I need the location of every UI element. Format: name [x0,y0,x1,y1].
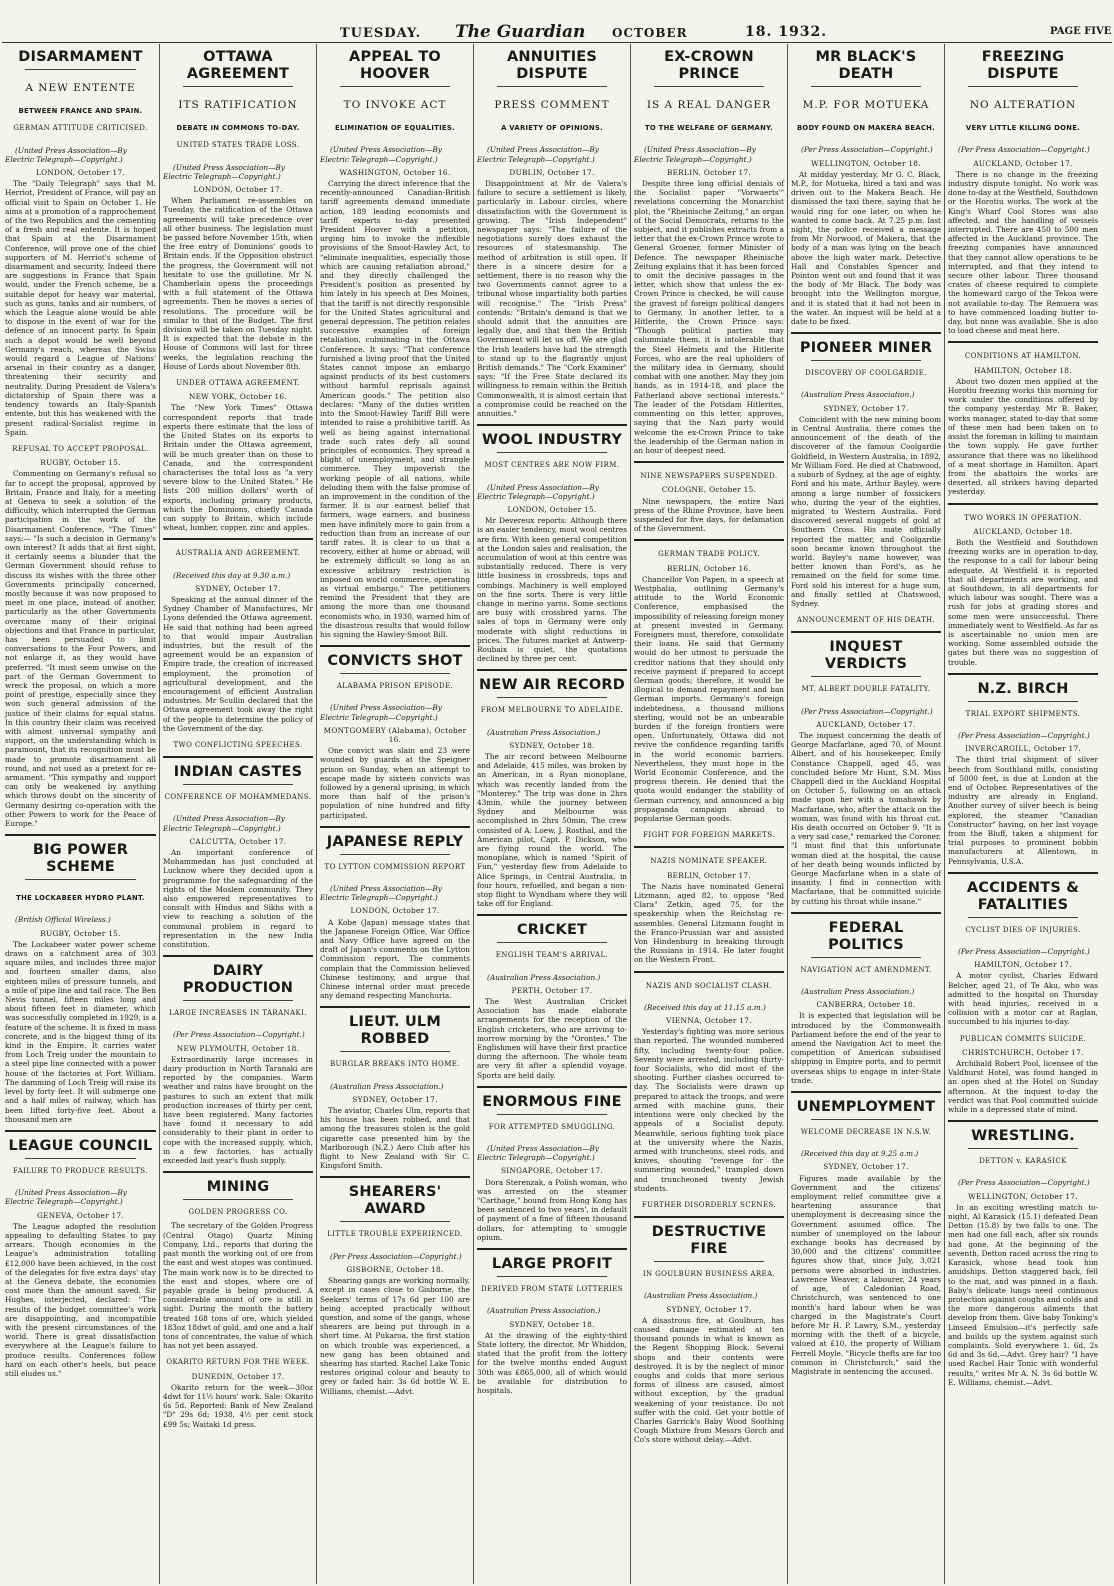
article-body: Despite three long official denials of the Socialist paper "Vorwaerts'" revelations concerning the Monarchist plot, the "Rheinische Zeitung," an organ of the Social Democrats, returns to the subject, and it publishes extracts from a letter that the ex-Crown Prince wrote to General Groener, former Minister of Defence. The newspaper Rheinische Zeitung explains that it has been forced to omit the decisive passages in the letter, which show that unless the ex-Crown Prince is checked, he will cause the gravest of foreign political dangers to Germany. In another letter, to a Hitlerite, the Crown Prince says: "Though political parties may calumniate them, it is intolerable that the Steel Helmets and the Hitlerite Forces, who are the real upholders of the military idea in Germany, should combat with one another. May they join hands, as in 1914-18, and place the Fatherland above sectional interests." The leader of the Potsdam Hitlerites, commenting on this letter, approves, saying that the Nazi party would welcome the ex-Crown Prince to take the leadership of the German nation in an hour of deepest need. [634,179,784,455]
masthead-paper-name: The Guardian [455,22,586,42]
newspaper-columns [2,44,1112,1584]
article [948,503,1098,667]
article-section-heading: FOR ATTEMPTED SMUGGLING. [488,1122,616,1131]
article [634,49,784,455]
article-dateline: LONDON, October 17. [350,906,440,916]
article-section-heading: ANNOUNCEMENT OF HIS DEATH. [796,616,936,625]
article [163,1171,313,1428]
article-headline: JAPANESE REPLY [326,833,464,850]
article [948,673,1098,866]
article-headline: DISARMAMENT [18,49,143,65]
article-dateline: NEW PLYMOUTH, October 18. [176,1043,300,1053]
article-section-heading: UNITED STATES TRADE LOSS. [176,141,300,150]
column-2 [159,44,316,1584]
article [634,539,784,840]
article-section-heading: TRIAL EXPORT SHIPMENTS. [965,709,1081,718]
article-headline: N.Z. BIRCH [977,680,1069,697]
article [477,1248,627,1395]
article-body: Extraordinarily large increases in dairy production in North Taranaki are reported by the companies. Warm weather and rains have brought on the pastures to such an extent that milk production increases of thirty per cent, have been registered. Many factories have found it necessary to add considerably to their plant in order to cope with the increased supply, which, in a few factories, has actually exceeded last year's flush supply. [163,1054,313,1166]
article-strapline: ELIMINATION OF EQUALITIES. [335,124,455,133]
article-headline: EX-CROWN PRINCE [664,49,754,82]
headline-rule [25,879,136,880]
article-strapline: DEBATE IN COMMONS TO-DAY. [176,124,300,133]
article-body: There is no change in the freezing industry dispute tonight. No work was done to-day at the Westfield, Southdown or the Horotiu works. The work at the King's Wharf Cool Stores was also affected, and the handling of vessels interrupted. There are 450 to 500 men affected in the Auckland province. The freezing companies have announced that they cannot allow operations to be interrupted, and that they intend to secure other labour. Three thousand crates of cheese required to complete the homeward cargo of the Tekoa were not available to-day. The Remuera was to have commenced loading butter to-day, but none was available. She is also to load cheese and meat here. [948,169,1098,336]
article-dateline: LONDON, October 15. [507,504,597,514]
article [5,49,156,828]
article-section-heading: TWO CONFLICTING SPEECHES. [173,740,303,749]
article-headline: DAIRY PRODUCTION [182,963,294,997]
article-body: The aviator, Charles Ulm, reports that his house has been robbed, and that among the treasures stolen is the gold cigarette case presented him by the Marlborough (N.Z.) Aero Club after his flight to New Zealand with Sir C. Kingsford Smith. [320,1106,470,1171]
article [791,912,941,1085]
article-dateline: NEW YORK, October 16. [188,392,287,402]
article-dateline: SYDNEY, October 17. [823,403,909,413]
article-body: Chancellor Von Papen, in a speech at Westphalia, outlining Germany's attitude to the World Economic Conference, emphasised the impossibility of releasing foreign money at present invested in Germany. Foreigners must, therefore, consolidate their loans. He said that Germany would do her utmost to persuade the creditor nations that they should only receive payment if prepared to accept German goods; therefore, it would be illogical to demand repayment and ban German imports. Germany's foreign indebtedness, a thousand millions sterling, would not be an unbearable burden if the foreign frontiers were open. Unfortunately, Ottawa did not revive the confidence regarding tariffs in the world economic barriers. Nevertheless, they must hope in the World Economic Conference, and the progress therein. He denied that the quota would endanger the stability of German currency, and announced a big propaganda campaign abroad to popularise German goods. [634,574,784,824]
article-section-heading: BURGLAR BREAKS INTO HOME. [330,1060,460,1069]
article-body: The Nazis have nominated General Litzmann, aged 82, to oppose "Red Clara" Zetkin, aged 75, for the speakership when the Reichstag re-assembles. General Litzmann fought in the Franco-Prussian war and assisted Von Hindenburg in breaking through the Russians in 1914. He later fought on the Western Front. [634,881,784,965]
article [5,1130,156,1378]
masthead-date: 18. 1932. [745,24,828,40]
article-subheading: ITS RATIFICATION [178,99,298,111]
article [634,1216,784,1444]
headline-rule [811,86,921,87]
headline-rule [654,1261,764,1262]
article-body: The air record between Melbourne and Adelaide, 415 miles, was broken by an American, in a Ryan monoplane, which was recently landed from the "Monterey." The trip was done in 2hrs 43min, while the journey between Sydney and Melbourne was accomplished in 2hrs 50min. The crew consisted of A. Loew, J. Rosthal, and the American pilot, Capt. P. Dickson, who are flying round the world. The monoplane, which is named "Spirit of Fun," yesterday flew from Adelaide to Alice Springs, in Central Australia, in four hours, refuelled, and began a non-stop flight to Wyndham where they will take off for England. [477,751,627,909]
article-credit: (Per Press Association—Copyright.) [958,145,1090,155]
article-dateline: RUGBY, October 15. [40,458,121,468]
article-headline: OTTAWA AGREEMENT [186,49,290,82]
article-credit: (Per Press Association—Copyright.) [958,730,1090,740]
article-headline: FREEZING DISPUTE [981,49,1065,82]
article-body: The Lockabeer water power scheme draws on a catchment area of 303 square miles, and includes three major and fourteen smaller dams, also eighteen miles of pressure tunnels, and a mile of pipe line and tail race. The Ben Nevis tunnel, fifteen miles long and about fifteen feet in diameter, which was successfully completed in 1929, is a feature of the scheme. It is fixed in mass concrete, and is the biggest thing of its kind in the Empire. It carries water from Loch Treig under the mountain to a steel pipe line connected with a power house of the factories at Fort William. The damming of Loch Treig will raise its level by forty feet. It will submerge one and a half miles of railway, which has been lifted forty-five feet. About a thousand men are [5,939,156,1124]
article-section-heading: PUBLICAN COMMITS SUICIDE. [959,1034,1087,1043]
article-body: The League adopted the resolution appealing to defaulting States to pay arrears. Though economies in the League's administration totalling £12,000 have been achieved, in the cost of the delegates for five extra days' stay at the Geneva debate, the economies cost more than the amount saved. Sir Hughes, interjected, declared: "The results of the budget committee's work are disappointing, and incompatible with the present circumstances of the world. There is great dissatisfaction everywhere at the League's failure to produce results. Conferences follow hard on each other's heels, but peace still eludes us." [5,1221,156,1378]
article-body: Archibald Robert Pool, licensee of the Valdhurst Hotel, was found hanged in an open shed at the Hotel on Sunday afternoon. At the inquest to-day the verdict was that Pool committed suicide while in a depressed state of mind. [948,1059,1098,1115]
article-section-heading: DISCOVERY OF COOLGARDIE. [805,369,927,378]
article-body: Speaking at the annual dinner of the Sydney Chamber of Manufactures, Mr Lyons defended the Ottawa agreement. He said that nothing had been agreed to that would impair Australian industries, but the result of the agreement would be an expansion of Empire trade, the creation of increased employment, the promotion of agricultural development, and the encouragement of efficient Australian industries. Mr Scullin declared that the Ottawa agreement took away the right of the people to determine the policy of the Government of the day. [163,594,313,733]
article-body: An important conference of Mohammedan has just concluded at Lucknow where they decided upon a programme for the safeguarding of the rights of the Moslem community. They also empowered representatives to consult with Hindus and Sikhs with a view to reaching a solution of the communal problem in regard to representation in the new India constitution. [163,848,313,950]
article-section-heading: WELCOME DECREASE IN N.S.W. [800,1128,932,1137]
article-section-heading: NAZIS NOMINATE SPEAKER. [650,857,768,866]
article-credit: (United Press Association—By Electric Telegraph—Copyright.) [477,482,599,501]
article-credit: (United Press Association—By Electric Telegraph—Copyright.) [320,884,442,903]
article-dateline: BERLIN, October 16. [667,563,751,573]
article-section-heading: DETTON v. KARASICK [979,1157,1067,1166]
article-dateline: SYDNEY, October 17. [666,1304,752,1314]
headline-rule [968,917,1078,918]
masthead-rule [2,42,1112,43]
headline-rule [340,1051,450,1052]
article-headline: LIEUT. ULM ROBBED [348,1014,441,1048]
headline-rule [183,1000,293,1001]
article-section-heading: LARGE INCREASES IN TARANAKI. [169,1009,307,1018]
article-body: Figures made available by the Government and the citizens' employment relief committee give a heartening assurance that unemployment is decreasing since the Government assumed office. The number of unemployed on the labour exchange books has decreased by 30,000 and the citizens' committee figures show that, since July, 3,021 persons were absorbed in industries. Lawrence Weaver, a labourer, 24 years of age, of Caledonian Road, Christchurch, was sentenced to one month's hard labour when he was charged in the Magistrate's Court before Mr H. P. Lawry, S.M., yesterday morning with the theft of a bicycle, valued at £10, the property of William Ferrell Moyle. "Bicycle thefts are far too common in Christchurch," said the Magistrate in sentencing the accused. [791,1173,941,1376]
article-credit: (United Press Association—By Electric Telegraph—Copyright.) [163,814,285,833]
article-strapline: VERY LITTLE KILLING DONE. [965,124,1081,133]
article-body: A motor cyclist, Charles Edward Belcher, aged 21, of Te Aku, who was admitted to the hospital on Thursday with head injuries, received in a collision with a motor car at Raglan, succumbed to his injuries to-day. [948,971,1098,1027]
article-strapline: TO THE WELFARE OF GERMANY. [644,124,774,133]
article [634,971,784,1210]
article-body: Carrying the direct inference that the recently-announced Canadian-British tariff agreements demand immediate action, 189 leading economists and tariff experts to-day presented President Hoover with a petition, urging him to invoke the inflexible provisions of the Smoot-Hawley Act, to "eliminate inequalities, especially those which are causing retaliation abroad," and they directly challenged the President's position as presented by him lately in his speech at Des Moines, that the tariff is not directly responsible for the United States agricultural and general depression. The petition relates successive examples of foreign retaliation, culminating in the Ottawa Conference. It says: "That conference furnished a living proof that the United States cannot impose an embargo against products of its best customers without harmful reprisals against American goods." The petition also declares: "Many of the duties written into the Smoot-Hawley Tariff Bill were intended to raise a prohibitive tariff. As well as being against international trade such rates defy all sound principles of economics. They spread a blight of unemployment, and strangle commerce. They impoverish the working people of all nations, while deluding them with the false promise of an improvement in the condition of the farmer. It is our earnest belief that farmers, wage earners, and business men have infinitely more to gain from a reduction than from an increase of our tariff rates. It is clear to us that a recovery, either at home or abroad, will be extremely difficult so long as an excessive arbitrary restriction is imposed on world commerce, operating as virtual embargo." The petitioners remind the President that they are among the more than one thousand economists who, in 1930, warned him of the disastrous results that would follow his signing the Hawley-Smoot Bill. [320,179,470,639]
article-headline: BIG POWER SCHEME [32,842,129,876]
article-headline: SHEARERS' AWARD [348,1184,442,1218]
article [163,538,313,750]
article [163,955,313,1165]
article-subheading: NO ALTERATION [969,99,1077,111]
article-headline: FEDERAL POLITICS [828,919,904,953]
article-section-heading: NAVIGATION ACT AMENDMENT. [800,965,932,974]
article-body: One convict was slain and 23 were wounded by guards at the Speigner prison on Sunday, when an attempt to escape made by sixteen convicts was followed by a general uprising, in which more than half of the prison's population of nine hundred and fifty participated. [320,746,470,820]
article-dateline: LONDON, October 17. [35,168,126,178]
article [948,341,1098,496]
article [791,49,941,326]
article [948,1120,1098,1387]
article-section-heading: CONFERENCE OF MOHAMMEDANS. [164,793,312,802]
article-credit: (Received this day at 9.25 a.m.) [801,1149,919,1159]
article [791,332,941,625]
article [477,49,627,418]
headline-rule [340,673,450,674]
article-credit: (Per Press Association—Copyright.) [173,1030,305,1040]
article-headline: NEW AIR RECORD [479,677,625,694]
headline-rule [811,1119,921,1120]
article-section-heading: REFUSAL TO ACCEPT PROPOSAL. [12,444,149,453]
article-body: A Kobe (Japan) message states that the Japanese Foreign Office, War Office and Navy Office have agreed on the draft of Japan's comments on the Lytton Commission report. The comments complain that the Commission believed Chinese testimony, and argue that Chinese internal order must precede any demand respecting Manchuria. [320,917,470,1001]
article-section-heading: MT. ALBERT DOUBLE FATALITY. [801,685,931,694]
headline-rule [811,957,921,958]
headline-rule [497,1276,607,1277]
article-section-heading: FROM MELBOURNE TO ADELAIDE. [480,706,624,715]
article-dateline: SYDNEY, October 17. [352,1094,438,1104]
article-headline: INQUEST VERDICTS [824,639,908,673]
article-body: Dora Sterenzak, a Polish woman, who was arrested on the steamer "Carthage," bound from Hong Kong has been sentenced to two years', in default of payment of a fine of fifteen thousand dollars, for attempting to smuggle opium. [477,1177,627,1242]
article-body: A disastrous fire, at Goulburn, has caused damage estimated at ten thousand pounds in what is known as the Regent Shopping Block. Several shops and their contents were destroyed. It is by the neglect of minor coughs and colds that more serious forms of illness are caused, almost without exception, by the gradual weakening of your resistance. Do not suffer with the cold. Get your bottle of Charles Garrick's Baby Wood Soothing Cough Mixture from Messrs Gorch and Co's store without delay.—Advt. [634,1315,784,1445]
column-7 [944,44,1101,1584]
article-dateline: INVERCARGILL, October 17. [964,744,1082,754]
article-credit: (Per Press Association—Copyright.) [958,1178,1090,1188]
article [477,424,627,663]
article-dateline: WELLINGTON, October 17. [968,1191,1078,1201]
article [163,756,313,949]
article-dateline: RUGBY, October 15. [40,928,121,938]
headline-rule [497,1114,607,1115]
article-dateline: COLOGNE, October 15. [661,485,757,495]
article [5,834,156,1124]
column-1 [2,44,159,1584]
article-credit: (United Press Association—By Electric Telegraph—Copyright.) [320,145,442,164]
article-dateline: GENEVA, October 17. [36,1210,125,1220]
article-dateline: BERLIN, October 17. [667,870,751,880]
article-section-heading: NAZIS AND SOCIALIST CLASH. [645,981,773,990]
article-credit: (United Press Association—By Electric Telegraph—Copyright.) [5,1188,127,1207]
article-dateline: BERLIN, October 17. [667,167,751,177]
masthead [0,0,1114,40]
article-body: The secretary of the Golden Progress (Central Otago) Quartz Mining Company, Ltd., reports that during the past month the working out of ore from the east and west stopes was continued. The main work now is to be directed to the east and stopes, where ore of payable grade is being produced. A considerable amount of ore is still in sight. During the month the battery treated 168 tons of ore, which yielded 183oz 18dwt of gold, and one and a half tons of concentrates, the value of which has not yet been assayed. [163,1221,313,1351]
article-dateline: CANBERRA, October 18. [816,1000,916,1010]
article [948,49,1098,335]
article [320,1006,470,1170]
article-body: Commenting on Germany's refusal so far to accept the proposal, approved by Britain, France and Italy, for a meeting at Geneva to seek a solution of the difficulty, which interrupted the German participation in the work of the Disarmament Conference, "The Times" says:— "Is such a decision in Germany's own interest? It adds that at first sight, it certainly seems a blunder that the German Government should refuse to discuss its wishes with the three other Governments principally concerned, mostly because it was now proposed to meet in one place, instead of another, particularly as the other Governments overcame many of their original objections and that France in particular, has been persuaded to limit conversations to the Four Powers, and not enlarge it, as they would have preferred. "It must seem unwise on the part of the German Government to wreck the proposal, on which a more point of prestige, especially since they won such general admission of the justice of their claims for equal status. In this country their claim was received with almost universal sympathy and support, on the understanding which is paramount, that its recognition must be made to promote disarmament all round, and not used as a pretext for re-armament. "This sympathy and support can only be weakened by anything which throws doubt on the sincerity of Germany desiring co-operation with the other Powers to work for the Peace of Europe." [5,469,156,829]
article-dateline: PERTH, October 17. [511,985,593,995]
headline-rule [25,69,136,70]
article-credit: (United Press Association—By Electric Telegraph—Copyright.) [634,145,756,164]
article-headline: ANNUITIES DISPUTE [506,49,598,82]
article-dateline: HAMILTON, October 18. [974,365,1072,375]
article [634,846,784,964]
article-section-heading: CYCLIST DIES OF INJURIES. [965,925,1081,934]
article-section-heading: TO LYTTON COMMISSION REPORT [324,862,466,871]
article-strapline: BETWEEN FRANCE AND SPAIN. [18,107,143,116]
article-dateline: CHRISTCHURCH, October 17. [962,1047,1084,1057]
article-section-heading: TWO WORKS IN OPERATION. [964,513,1082,522]
article-dateline: WASHINGTON, October 16. [339,167,451,177]
article-body: It is expected that legislation will be introduced by the Commonwealth Parliament before the end of the year to amend the Navigation Act to meet the competition of American subsidised shipping in Empire ports, and to permit overseas ships to engage in inter-State trade. [791,1011,941,1085]
article-body: The inquest concerning the death of George Macfarlane, aged 70, of Mount Albert, and of his housekeeper, Emily Constance Chappell, aged 45, was concluded before Mr Hunt, S.M. Miss Chappell died in the Auckland Hospital on October 5, following on an attack made upon her with a tomahawk by Macfarlane, who, after the attack on the woman, was found with his throat cut. His death occurred on October 9. "It is a very sad case," remarked the Coroner. "I must find that this unfortunate woman died at the hospital, the cause of her death being wounds inflicted by George Macfarlane when in a state of insanity. I find in connection with Macfarlane, that he committed suicide by cutting his throat while insane." [791,730,941,906]
article [477,669,627,908]
article-dateline: VIENNA, October 17. [666,1016,752,1026]
headline-rule [497,86,607,87]
masthead-day: TUESDAY. [340,26,422,41]
article-credit: (United Press Association—By Electric Telegraph—Copyright.) [477,1144,599,1163]
article-body: Both the Westfield and Southdown freezing works are in operation to-day, the response to a call for labour being adequate. At Westfield it is reported that all departments are working, and at Southdown, in all departments for which labour was sought. There was a rush for jobs at grading stores and some men were unsuccessful. There immediately went to Westfield. As far as is ascertainable no union men are working. Some assembled outside the gates but there was no suggestion of trouble. [948,537,1098,667]
column-6 [787,44,944,1584]
headline-rule [968,701,1078,702]
article-headline: MR BLACK'S DEATH [815,49,917,82]
article-body: Okarito return for the week—30oz 4dwt for 11½ hours' work. Sale: Okarito 6s 5d. Reported: Bank of New Zealand "D" 29s 6d; 1938, 4½ per cent stock £99 5s; Waitaki 1d press. [163,1382,313,1429]
article-dateline: SYDNEY, October 17. [823,1162,909,1172]
article-headline: ACCIDENTS & FATALITIES [966,879,1080,913]
article-credit: (Received this day at 11.15 a.m.) [644,1002,766,1012]
article-credit: (Australian Press Association.) [644,1291,758,1301]
article-headline: LEAGUE COUNCIL [8,1137,153,1154]
article-credit: (Per Press Association—Copyright.) [958,947,1090,957]
headline-rule [811,676,921,677]
article-headline: WOOL INDUSTRY [481,432,623,449]
article-strapline: A VARIETY OF OPINIONS. [501,124,603,133]
column-3 [316,44,473,1584]
article-section-heading: FAILURE TO PRODUCE RESULTS. [13,1166,148,1175]
article-body: Mr Devereux reports: Although there is an easier tendency, most wool centres are firm. With keen general competition at the London sales and realisation, the accumulation of wool at this centre was substantially reduced. There is very little business in crossbreds, tops and combings. Machinery is well employed on the fine sorts. There is very little change in merino yarns. Some sections are busy with crossbred yarns. The sales of tops in Germany were only moderate with slight reductions in prices. The futures market at Antwerp-Roubaix is quiet, the quotations declined by three per cent. [477,516,627,664]
article-credit: (Received this day at 9.30 a.m.) [173,570,291,580]
article-credit: (Australian Press Association.) [487,972,601,982]
article [320,1176,470,1395]
article-body: At the drawing of the eighty-third State lottery, the director, Mr Whiddon, stated that the profit from the lottery for the twelve months ended August 30th was £865,000, all of which would be available for distribution to hospitals. [477,1330,627,1395]
headline-rule [968,1148,1078,1149]
article-section-heading: LITTLE TROUBLE EXPERIENCED. [327,1230,463,1239]
article-body: About two dozen men applied at the Horotiu freezing works this morning for work under the conditions offered by the company yesterday. Mr B. Baker, works manager, stated to-day that some of these men had been taken on to assist the foreman in killing to maintain the town supply. He gave further assurance that there was no likelihood of a meat shortage in Hamilton. Apart from the abattoirs the works are deserted, all strikers having departed yesterday. [948,376,1098,497]
article-credit: (United Press Association—By Electric Telegraph—Copyright.) [320,703,442,722]
article-section-heading: AUSTRALIA AND AGREEMENT. [175,549,301,558]
headline-rule [183,86,293,87]
article-subheading: M.P. FOR MOTUEKA [802,99,930,111]
headline-rule [340,86,450,87]
article [163,49,313,532]
article-section-heading: ENGLISH TEAM'S ARRIVAL. [495,951,609,960]
headline-rule [968,86,1078,87]
article [477,1086,627,1242]
article-dateline: AUCKLAND, October 18. [973,526,1073,536]
article [320,826,470,1001]
article-body: Disappointment at Mr de Valera's failure to secure a settlement is likely, particularly in Labour circles, where dissatisfaction with the Government is growing. The "Irish Independent" newspaper says: "The failure of the negotiations surely does exhaust the resources of statesmanship. The method of arbitration is still open. If there is a sincere desire for a settlement, there is no reason why the two Governments cannot agree to a tribunal whose impartiality both parties will recognise." The "Irish Press" contends: "Britain's demand is that we should admit that the annuities are legally due, and that then the British Government will let us off. We are glad the Irish leaders have had the strength to stand up to the flagrantly unjust British demands." The "Cork Examiner" says: "If the Free State declared its willingness to remain within the British Commonwealth, it is almost certain that a compromise could be reached on the annuities." [477,179,627,419]
article-subheading: TO INVOKE ACT [343,99,447,111]
headline-rule [183,784,293,785]
article-section-heading: NINE NEWSPAPERS SUSPENDED. [640,472,778,481]
article-section-heading: FURTHER DISORDERLY SCENES. [641,1200,777,1209]
article-subheading: IS A REAL DANGER [646,99,772,111]
headline-rule [340,854,450,855]
headline-rule [811,360,921,361]
article [320,49,470,639]
article-dateline: WELLINGTON, October 18. [811,158,921,168]
article-headline: CRICKET [516,922,588,939]
article-credit: (Australian Press Association.) [330,1081,444,1091]
article-headline: CONVICTS SHOT [327,653,463,670]
article-headline: ENORMOUS FINE [482,1093,622,1110]
article-strapline: THE LOCKABEER HYDRO PLANT. [16,894,145,903]
masthead-month: OCTOBER [612,26,688,40]
article-headline: DESTRUCTIVE FIRE [651,1224,767,1258]
article-dateline: HAMILTON, October 17. [974,960,1072,970]
article-dateline: LONDON, October 17. [193,185,283,195]
column-4 [473,44,630,1584]
article-body: In an exciting wrestling match to-night, Al Karasick (15.1) defeated Dean Detton (15.8) by two falls to one. The men had one fall each, after six rounds had gone. At the beginning of the seventh, Detton raced across the ring to Karasick, whose head took him amidships. Detton staggered back, fell to the mat, and was pinned in a flash. Baby's delicate lungs need continuous protection against coughs and colds and the more dangerous ailments that develop from them. Give baby Tonking's Linseed Emulsion—it's perfectly safe and builds up the system against such complaints. Sold everywhere 1. 6d, 2s 6d and 3s 6d.—Advt. Grey hair? "I have used Rachel Hair Tonic with wonderful results," writes Mr A. N. 3s 6d bottle W. E. Williams, chemist.—Advt. [948,1202,1098,1387]
headline-rule [654,86,764,87]
article-dateline: AUCKLAND, October 17. [816,719,916,729]
article-body: The "New York Times" Ottawa correspondent reports that trade experts there estimate that the loss of the United States on its exports to Britain under the Ottawa agreement, will be much greater than on those to Canada, and the correspondent characterises the total loss as "a very severe blow to the United States." He lists 200 million dollars' worth of exports, including primary products, which the Dominions, chiefly Canada can supply to Britain, which include wheat, lumber, copper, zinc and apples. [163,403,313,533]
article-credit: (United Press Association—By Electric Telegraph—Copyright.) [5,145,127,164]
article-credit: (United Press Association—By Electric Telegraph—Copyright.) [477,145,599,164]
article-section-heading: MOST CENTRES ARE NOW FIRM. [484,461,620,470]
article-body: Coincident with the new mining boom in Central Australia, there comes the announcement of the death of the discoverer of the famous Coolgardie Goldfield, in Western Australia, in 1892, Mr William Ford. He died at Chatswood, a suburb of Sydney, at the age of eighty. Ford and his mate, Arthur Bayley, were among a large number of fossickers who, during the year of the eighties, migrated to Western Australia. Ford discovered several nuggets of gold at Southern Cross. His mate officially reported the matter, and Coolgardie soon became known throughout the world. Bayley's name however, was better known than Ford's, as he remained on the field for some time. Ford sold his interest for a huge sum, and finally settled at Chatswood, Sydney. [791,414,941,608]
article-dateline: GISBORNE, October 18. [346,1264,444,1274]
article-dateline: DUNEDIN, October 17. [191,1371,285,1381]
article-credit: (British Official Wireless.) [15,915,111,925]
article [634,461,784,533]
article-dateline: CALCUTTA, October 17. [189,836,287,846]
article-body: When Parliament re-assembles on Tuesday, the ratification of the Ottawa agreements will take precedence over all other business. The legislation must be passed before November 15th, when the free entry of Dominions' goods to Britain ends. If the Opposition obstruct the progress, the Government will not hesitate to use the guillotine. Mr N. Chamberlain opens the proceedings with a full statement of the Ottawa agreements. Then he moves a series of resolutions. The procedure will be similar to that of the Budget. The first division will be taken on Tuesday night. It is expected that the debate in the House of Commons will last for three weeks, the legislation reaching the House of Lords about November 8th. [163,196,313,371]
article-section-heading: OKARITO RETURN FOR THE WEEK. [166,1358,310,1367]
article-dateline: SYDNEY, October 18. [509,1319,595,1329]
article-credit: (Australian Press Association.) [801,987,915,997]
article-headline: PIONEER MINER [799,340,933,357]
article-credit: (Per Press Association—Copyright.) [330,1251,462,1261]
headline-rule [25,1158,136,1159]
article-dateline: AUCKLAND, October 17. [973,158,1073,168]
article-dateline: DUBLIN, October 17. [509,167,595,177]
article-credit: (United Press Association—By Electric Telegraph—Copyright.) [163,162,285,181]
article-section-heading: UNDER OTTAWA AGREEMENT. [176,379,300,388]
headline-rule [340,1221,450,1222]
article-section-heading: GERMAN ATTITUDE CRITICISED. [13,124,148,133]
article-credit: (Australian Press Association.) [487,1306,601,1316]
article-body: Shearing gangs are working normally, except in cases close to Gisborne, the Seekers' terms of 17s 6d per 100 are being accepted practically without question, and some of the gangs, whose shearers are being put through in a short time. At Pukaroa, the first station on which trouble was experienced, a new gang has been obtained and shearing has started. Rachel Lake Tonic restores original colour and beauty to grey or faded hair. 3s 6d bottle W. E. Williams, chemist.—Advt. [320,1276,470,1396]
article [477,914,627,1079]
article-credit: (Australian Press Association.) [801,390,915,400]
masthead-page: PAGE FIVE [1050,26,1112,37]
article-body: The West Australian Cricket Association has made elaborate arrangements for the reception of the English cricketers, who are arriving to-morrow morning by the "Orontes." The Englishmen will have their first practice during the afternoon. The whole team are very fit after a splendid voyage. Sports are held daily. [477,997,627,1080]
article-headline: APPEAL TO HOOVER [349,49,441,82]
headline-rule [497,452,607,453]
article-section-heading: ALABAMA PRISON EPISODE. [336,682,454,691]
headline-rule [497,697,607,698]
article [948,872,1098,1114]
article-credit: (Per Press Association—Copyright.) [801,706,933,716]
article-section-heading: FIGHT FOR FOREIGN MARKETS. [643,831,775,840]
article [791,1091,941,1376]
article [320,645,470,820]
article-body: Yesterday's fighting was more serious than reported. The wounded numbered fifty, including twenty-four police. Seventy were arrested, including thirty-four Socialists, who did most of the shooting. Further clashes occurred to-day. The Socialists were drawn up prepared to attack the troops, and were armed with machine guns, their intentions were only checked by the appeals of a Socialist deputy. Meanwhile, serious fighting took place at the university where the Nazis, armed with truncheons, steel rods, and knives, shouting "revenge for the summering wounded," trampled down and truncheoned twenty Jewish students. [634,1027,784,1193]
article-body: Nine newspapers, the entire Nazi press of the Rhine Province, have been suspended for five days, for defamation of the Government. [634,496,784,534]
article-dateline: MONTGOMERY (Alabama), October 16. [323,725,467,744]
article-section-heading: CONDITIONS AT HAMILTON. [964,352,1082,361]
article-headline: INDIAN CASTES [173,764,303,781]
article-body: The "Daily Telegraph" says that M. Herriot, President of France, will pay an official visit to Spain on October 1. He aims at a promotion of a rapprochement of the two Republics and the cementing of a fresh and real entente. It is hoped that Spain at the Disarmament Conference, will prove one of the chief supporters of M. Herriot's scheme of disarmament and security. Indeed there are suggestions in France that Spain would, under the French scheme, be a suitable depot for heavy war material, such as guns, tanks and air numbers, of which the League alone would be able to dispose in the event of war for the defence of an innocent party. In Spain such a depot would be well beyond Germany's reach, whereas the Swiss would regard a League of Nations' arsenal in their country as a danger, threatening their security and neutrality. During President de Valera's dictatorship of Spain there was a tendency towards an Italy-Spanish entente, but this has weakened with the present radical-Socialist regime in Spain. [5,179,156,437]
article-dateline: SYDNEY, October 17. [195,583,281,593]
article-headline: WRESTLING. [971,1128,1075,1145]
article-subheading: PRESS COMMENT [494,99,610,111]
column-5 [630,44,787,1584]
article [791,631,941,905]
article-section-heading: GOLDEN PROGRESS CO. [188,1208,288,1217]
article-dateline: SYDNEY, October 18. [509,740,595,750]
article-subheading: A NEW ENTENTE [25,82,136,94]
article-body: At midday yesterday, Mr G. C. Black, M.P., for Motueka, hired a taxi and was driven out to the Makera Beach. He dismissed the taxi there, saying that he would ring for one later, on when he wanted to come back. At 7.25 p.m. last night, the police received a message from Mr Norwood, of Makera, that the body of a man was lying on the beach above the high water mark. Detective Hall and Constables Spencer and Pointon went out and found that it was the body of Mr Black. The body was brought into the Wellington morgue, and it is stated that it had not been in the water. An inquest will be held at a date to be fixed. [791,169,941,327]
headline-rule [183,1199,293,1200]
article-headline: LARGE PROFIT [491,1256,613,1273]
article-section-heading: IN GOULBURN BUSINESS AREA. [642,1270,776,1279]
article-body: The third trial shipment of silver beech from Southland mills, consisting of 5000 feet, is due at London at the end of October. Representatives of the industry are already in England. Another survey of silver beech is being explored, the steamer "Canadian Constructor" having, on her last voyage from the Bluff, taken a shipment for trial purposes to prominent bobbin manufacturers at Allentown, in Pennsylvania, U.S.A. [948,755,1098,866]
article-section-heading: DERIVED FROM STATE LOTTERIES [481,1285,623,1294]
article-credit: (Australian Press Association.) [487,727,601,737]
article-dateline: SINGAPORE, October 17. [500,1166,604,1176]
article-headline: MINING [206,1179,270,1196]
article-strapline: BODY FOUND ON MAKERA BEACH. [796,124,936,133]
article-section-heading: GERMAN TRADE POLICY. [658,550,760,559]
headline-rule [497,942,607,943]
article-headline: UNEMPLOYMENT [796,1099,936,1116]
article-credit: (Per Press Association—Copyright.) [801,145,933,155]
